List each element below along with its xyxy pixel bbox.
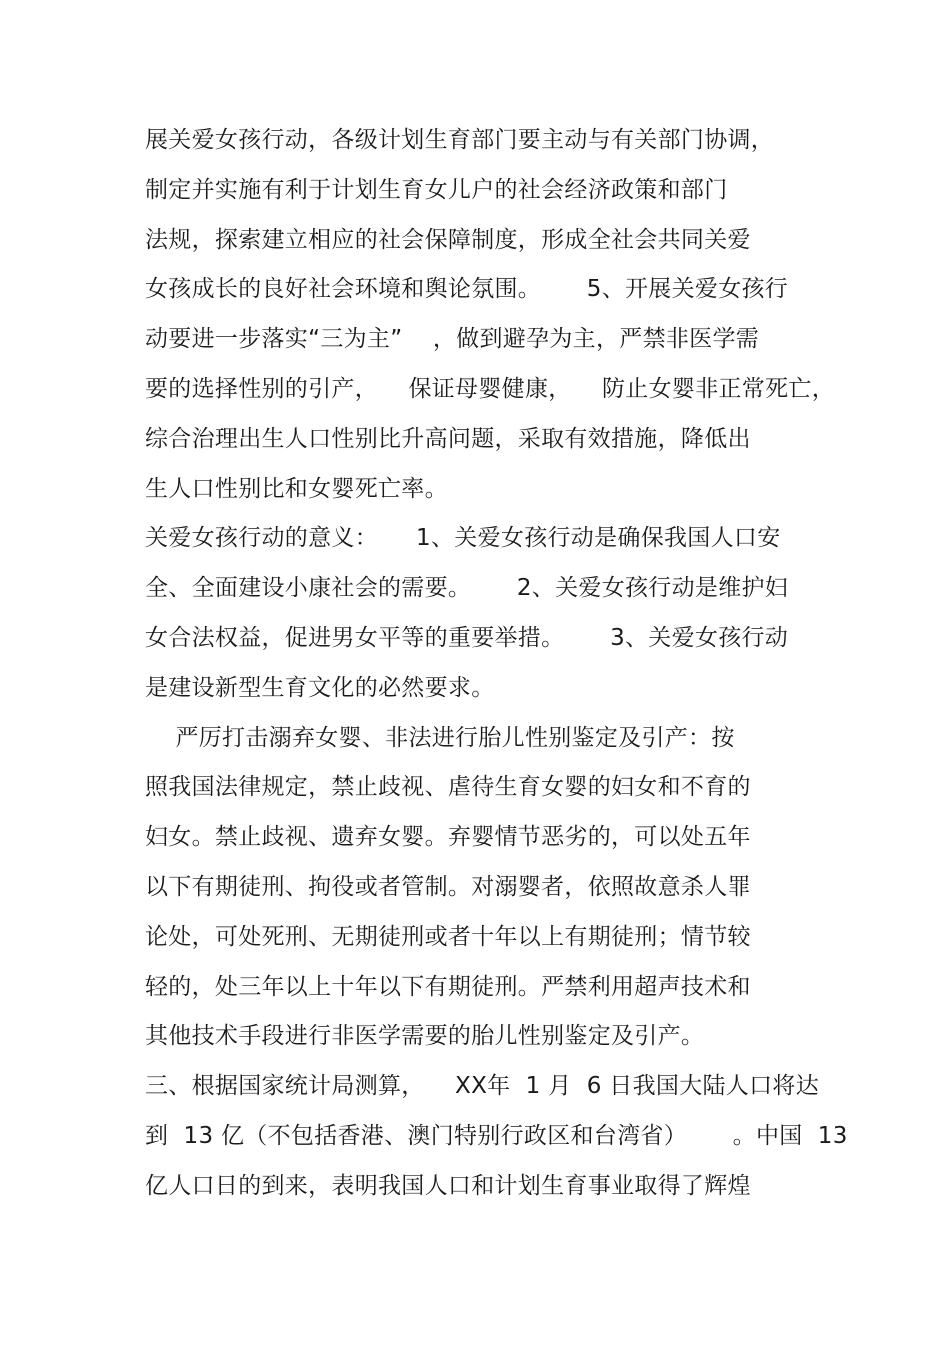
text-line: 三、根据国家统计局测算， XX年 1 月 6 日我国大陆人口将达 <box>145 1073 819 1099</box>
text-line: 是建设新型生育文化的必然要求。 <box>145 675 495 701</box>
text-line: 全、全面建设小康社会的需要。 2、关爱女孩行动是维护妇 <box>145 575 789 601</box>
text-line: 其他技术手段进行非医学需要的胎儿性别鉴定及引产。 <box>145 1023 705 1049</box>
text-line: 以下有期徒刑、拘役或者管制。对溺婴者，依照故意杀人罪 <box>145 874 751 900</box>
text-line: 照我国法律规定，禁止歧视、虐待生育女婴的妇女和不育的 <box>145 774 751 800</box>
text-line: 生人口性别比和女婴死亡率。 <box>145 476 448 502</box>
text-line: 亿人口日的到来，表明我国人口和计划生育事业取得了辉煌 <box>145 1173 751 1199</box>
text-line: 到 13 亿（不包括香港、澳门特别行政区和台湾省） 。中国 13 <box>145 1123 848 1149</box>
text-line: 动要进一步落实“三为主” ，做到避孕为主，严禁非医学需 <box>145 326 760 352</box>
text-line: 综合治理出生人口性别比升高问题，采取有效措施，降低出 <box>145 426 751 452</box>
text-line: 女合法权益，促进男女平等的重要举措。 3、关爱女孩行动 <box>145 625 789 651</box>
text-line: 制定并实施有利于计划生育女儿户的社会经济政策和部门 <box>145 177 728 203</box>
text-line: 论处，可处死刑、无期徒刑或者十年以上有期徒刑；情节较 <box>145 924 751 950</box>
text-line: 轻的，处三年以上十年以下有期徒刑。严禁利用超声技术和 <box>145 974 751 1000</box>
text-line: 法规，探索建立相应的社会保障制度，形成全社会共同关爱 <box>145 227 751 253</box>
text-line: 妇女。禁止歧视、遗弃女婴。弃婴情节恶劣的，可以处五年 <box>145 824 751 850</box>
text-line: 关爱女孩行动的意义： 1、关爱女孩行动是确保我国人口安 <box>145 525 781 551</box>
text-line: 要的选择性别的引产， 保证母婴健康， 防止女婴非正常死亡， <box>145 376 835 402</box>
text-line: 女孩成长的良好社会环境和舆论氛围。 5、开展关爱女孩行 <box>145 276 789 302</box>
text-line: 展关爱女孩行动，各级计划生育部门要主动与有关部门协调， <box>145 127 775 153</box>
text-line: 严厉打击溺弃女婴、非法进行胎儿性别鉴定及引产：按 <box>145 725 735 751</box>
